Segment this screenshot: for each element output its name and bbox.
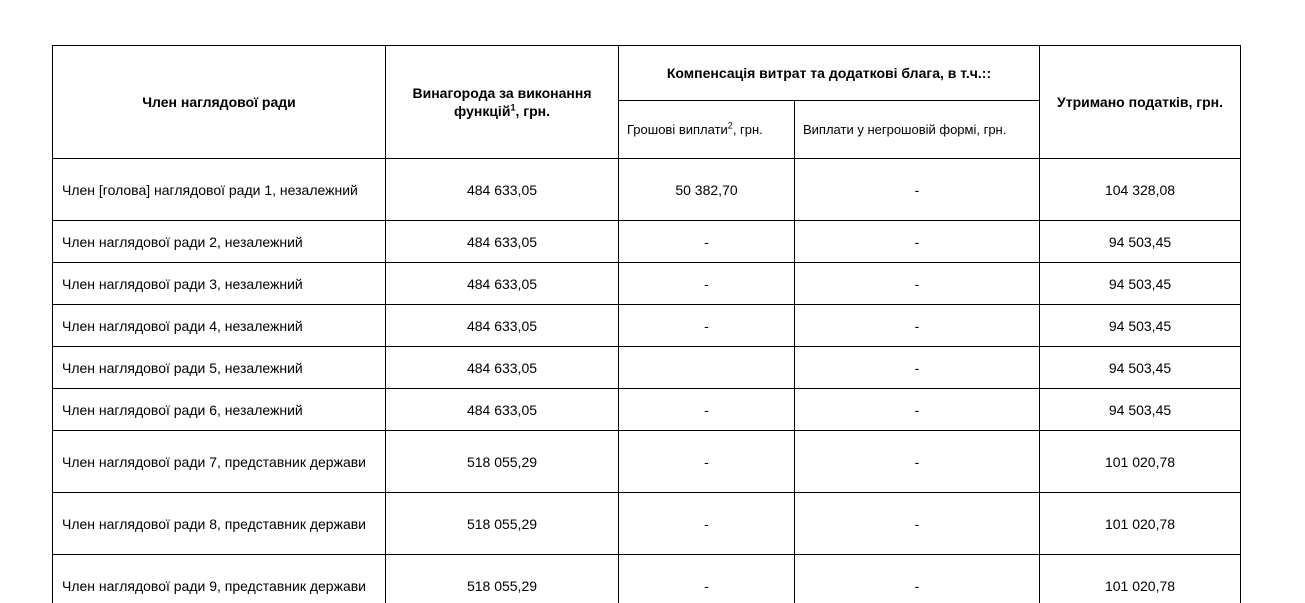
cash-cell: - (619, 263, 795, 305)
table-row (53, 221, 1241, 263)
member-cell: Член наглядової ради 3, незалежний (53, 263, 386, 305)
cash-cell: - (619, 493, 795, 555)
taxes-cell: 101 020,78 (1040, 431, 1241, 493)
reward-cell: 484 633,05 (386, 221, 619, 263)
header-reward-line2: функцій (454, 103, 511, 119)
taxes-cell: 94 503,45 (1040, 263, 1241, 305)
cash-cell: - (619, 221, 795, 263)
header-compensation-label: Компенсація витрат та додаткові блага, в т.ч.:: (666, 65, 992, 81)
header-cash-label: Грошові виплати (627, 121, 728, 137)
noncash-cell: - (795, 159, 1040, 221)
member-cell: Член [голова] наглядової ради 1, незалежний (53, 159, 386, 221)
member-cell: Член наглядової ради 9, представник держави (53, 555, 386, 603)
footnote-2-marker: 2 (727, 120, 733, 131)
header-taxes (1040, 46, 1241, 159)
header-compensation-group (619, 46, 1040, 101)
header-cash-unit: , грн. (732, 121, 763, 137)
member-cell: Член наглядової ради 6, незалежний (53, 389, 386, 431)
cash-cell: - (619, 431, 795, 493)
cash-cell: - (619, 305, 795, 347)
table-row (53, 555, 1241, 603)
reward-cell: 484 633,05 (386, 347, 619, 389)
noncash-cell: - (795, 347, 1040, 389)
taxes-cell: 94 503,45 (1040, 389, 1241, 431)
reward-cell: 518 055,29 (386, 431, 619, 493)
header-member-label: Член наглядової ради (142, 94, 296, 110)
reward-cell: 518 055,29 (386, 555, 619, 603)
member-cell: Член наглядової ради 5, незалежний (53, 347, 386, 389)
member-cell: Член наглядової ради 7, представник держави (53, 431, 386, 493)
member-cell: Член наглядової ради 8, представник держави (53, 493, 386, 555)
header-cash-payments (619, 101, 795, 159)
cash-cell: - (619, 555, 795, 603)
table-row (53, 263, 1241, 305)
reward-cell: 484 633,05 (386, 389, 619, 431)
header-noncash-payments (795, 101, 1040, 159)
header-taxes-label: Утримано податків, грн. (1057, 94, 1223, 110)
cash-cell (619, 347, 795, 389)
header-reward-line1: Винагорода за виконання (412, 85, 592, 101)
header-member (53, 46, 386, 159)
member-cell: Член наглядової ради 2, незалежний (53, 221, 386, 263)
noncash-cell: - (795, 555, 1040, 603)
noncash-cell: - (795, 389, 1040, 431)
header-reward (386, 46, 619, 159)
noncash-cell: - (795, 305, 1040, 347)
noncash-cell: - (795, 493, 1040, 555)
reward-cell: 484 633,05 (386, 263, 619, 305)
taxes-cell: 104 328,08 (1040, 159, 1241, 221)
taxes-cell: 101 020,78 (1040, 493, 1241, 555)
table-row (53, 389, 1241, 431)
table-row (53, 159, 1241, 221)
table-row (53, 431, 1241, 493)
reward-cell: 484 633,05 (386, 159, 619, 221)
header-reward-unit: , грн. (515, 103, 550, 119)
cash-cell: - (619, 389, 795, 431)
supervisory-board-compensation-table (52, 45, 1241, 603)
noncash-cell: - (795, 221, 1040, 263)
table-row (53, 493, 1241, 555)
reward-cell: 484 633,05 (386, 305, 619, 347)
member-cell: Член наглядової ради 4, незалежний (53, 305, 386, 347)
table-row (53, 305, 1241, 347)
footnote-1-marker: 1 (510, 102, 516, 113)
taxes-cell: 101 020,78 (1040, 555, 1241, 603)
taxes-cell: 94 503,45 (1040, 305, 1241, 347)
noncash-cell: - (795, 263, 1040, 305)
table-row (53, 347, 1241, 389)
cash-cell: 50 382,70 (619, 159, 795, 221)
header-noncash-label: Виплати у негрошовій формі, грн. (803, 121, 1007, 137)
noncash-cell: - (795, 431, 1040, 493)
taxes-cell: 94 503,45 (1040, 347, 1241, 389)
taxes-cell: 94 503,45 (1040, 221, 1241, 263)
reward-cell: 518 055,29 (386, 493, 619, 555)
